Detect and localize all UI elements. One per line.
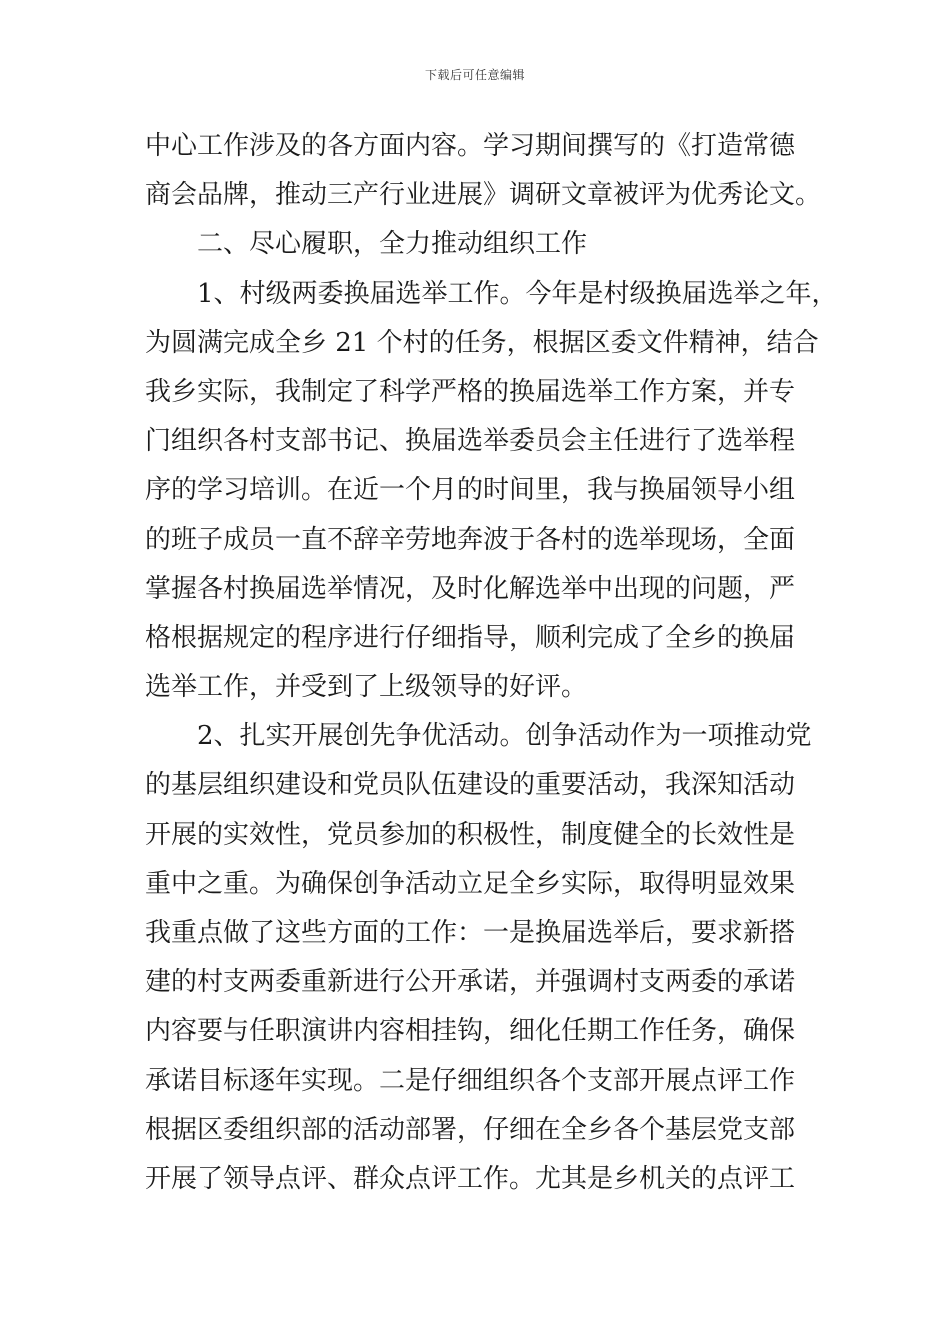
- text-line: 我重点做了这些方面的工作：一是换届选举后，要求新搭: [145, 918, 796, 948]
- text-line: 的班子成员一直不辞辛劳地奔波于各村的选举现场，全面: [145, 524, 796, 555]
- text-line: 的基层组织建设和党员队伍建设的重要活动，我深知活动: [145, 770, 796, 801]
- text-line: 选举工作，并受到了上级领导的好评。: [145, 672, 588, 703]
- text-line: 我乡实际，我制定了科学严格的换届选举工作方案，并专: [145, 376, 796, 407]
- text-line: 开展的实效性，党员参加的积极性，制度健全的长效性是: [145, 819, 796, 850]
- section-heading: 二、尽心履职，全力推动组织工作: [197, 229, 588, 260]
- text-line: 门组织各村支部书记、换届选举委员会主任进行了选举程: [145, 426, 796, 457]
- text-line: 根据区委组织部的活动部署，仔细在全乡各个基层党支部: [145, 1114, 796, 1145]
- text-line: 商会品牌，推动三产行业进展》调研文章被评为优秀论文。: [145, 180, 822, 211]
- text-line: 建的村支两委重新进行公开承诺，并强调村支两委的承诺: [145, 967, 796, 998]
- text-line: 序的学习培训。在近一个月的时间里，我与换届领导小组: [145, 475, 796, 506]
- text-line: 重中之重。为确保创争活动立足全乡实际，取得明显效果: [145, 868, 796, 899]
- text-line: 格根据规定的程序进行仔细指导，顺利完成了全乡的换届: [145, 622, 796, 653]
- text-line: 为圆满完成全乡 21 个村的任务，根据区委文件精神，结合: [145, 327, 819, 358]
- text-line: 内容要与任职演讲内容相挂钩，细化任期工作任务，确保: [145, 1016, 796, 1047]
- paragraph-start: 1、村级两委换届选举工作。今年是村级换届选举之年，: [197, 278, 838, 309]
- paragraph-start: 2、扎实开展创先争优活动。创争活动作为一项推动党: [197, 721, 812, 752]
- page-header: 下载后可任意编辑: [424, 68, 525, 82]
- text-line: 开展了领导点评、群众点评工作。尤其是乡机关的点评工: [145, 1163, 796, 1194]
- text-line: 掌握各村换届选举情况，及时化解选举中出现的问题，严: [145, 573, 796, 604]
- text-line: 承诺目标逐年实现。二是仔细组织各个支部开展点评工作: [145, 1065, 796, 1096]
- text-line: 中心工作涉及的各方面内容。学习期间撰写的《打造常德: [145, 131, 796, 161]
- document-body: [145, 122, 838, 1204]
